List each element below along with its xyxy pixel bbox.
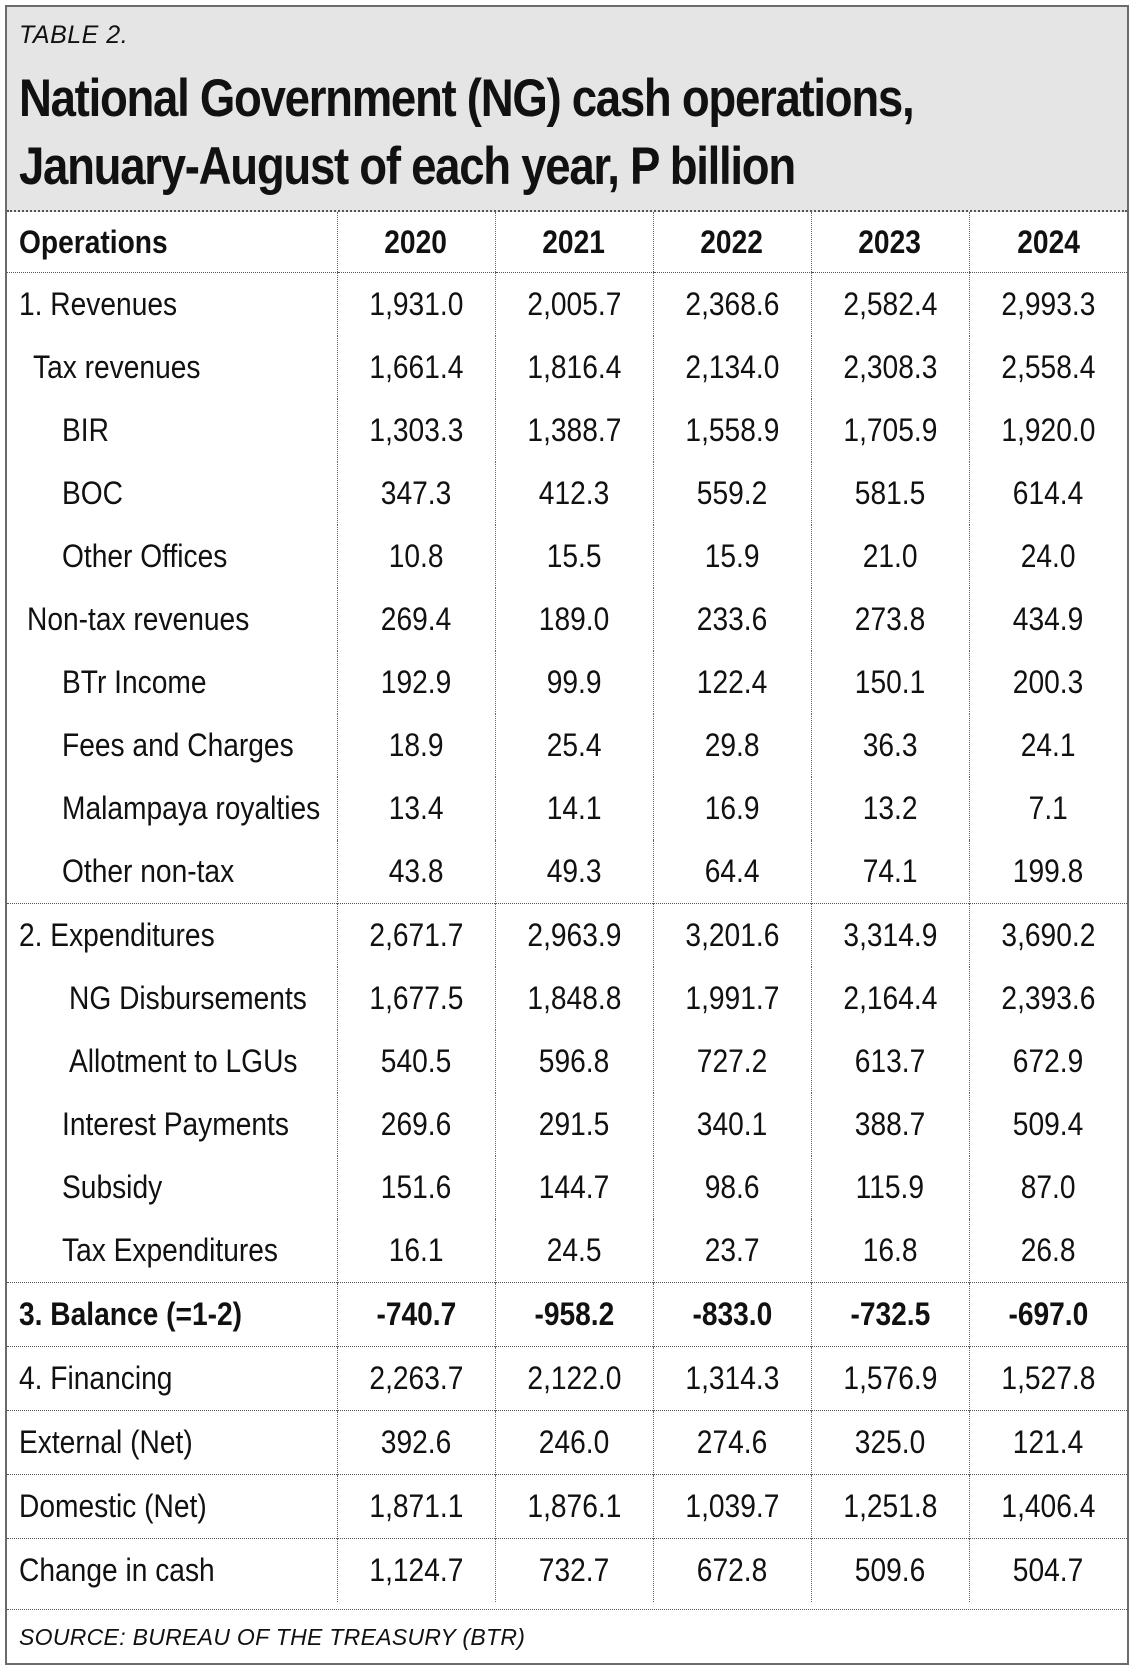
value-cell: 1,558.9 xyxy=(653,399,811,462)
value-cell: 189.0 xyxy=(495,588,653,651)
value-cell: 2,122.0 xyxy=(495,1347,653,1411)
value-cell: 388.7 xyxy=(811,1093,969,1156)
value-cell: 14.1 xyxy=(495,777,653,840)
value-cell: 347.3 xyxy=(337,462,495,525)
value-cell: 672.8 xyxy=(653,1539,811,1603)
row-label: Other non-tax xyxy=(62,853,235,889)
value-cell: 23.7 xyxy=(653,1219,811,1283)
value-cell: 2,308.3 xyxy=(811,336,969,399)
value-cell: 122.4 xyxy=(653,651,811,714)
row-label: 1. Revenues xyxy=(19,286,178,322)
value-cell: 581.5 xyxy=(811,462,969,525)
value-cell: 87.0 xyxy=(969,1156,1127,1219)
value-cell: 1,816.4 xyxy=(495,336,653,399)
value-cell: 1,527.8 xyxy=(969,1347,1127,1411)
table-header xyxy=(7,7,1127,212)
row-label: Domestic (Net) xyxy=(7,1475,337,1539)
value-cell: 2,671.7 xyxy=(337,904,495,968)
source-text: SOURCE: BUREAU OF THE TREASURY (BTR) xyxy=(19,1624,526,1650)
value-cell: 3,201.6 xyxy=(653,904,811,968)
value-cell: 727.2 xyxy=(653,1030,811,1093)
table-row xyxy=(7,777,1127,840)
value-cell: 613.7 xyxy=(811,1030,969,1093)
value-cell: 325.0 xyxy=(811,1411,969,1475)
value-cell: 2,993.3 xyxy=(969,273,1127,337)
value-cell: 1,931.0 xyxy=(337,273,495,337)
value-cell: 1,251.8 xyxy=(811,1475,969,1539)
table-title xyxy=(19,65,965,201)
value-cell: 504.7 xyxy=(969,1539,1127,1603)
value-cell: 1,406.4 xyxy=(969,1475,1127,1539)
value-cell: 509.6 xyxy=(811,1539,969,1603)
value-cell: 200.3 xyxy=(969,651,1127,714)
table-row xyxy=(7,273,1127,337)
value-cell: 1,124.7 xyxy=(337,1539,495,1603)
table-body xyxy=(7,273,1127,1603)
value-cell: 434.9 xyxy=(969,588,1127,651)
value-cell: 16.8 xyxy=(811,1219,969,1283)
value-cell: 2,164.4 xyxy=(811,967,969,1030)
table-row xyxy=(7,967,1127,1030)
column-header-2023: 2023 xyxy=(811,212,969,273)
value-cell: 15.9 xyxy=(653,525,811,588)
value-cell: 49.3 xyxy=(495,840,653,904)
table-row xyxy=(7,904,1127,968)
table-row xyxy=(7,525,1127,588)
table-row xyxy=(7,840,1127,904)
value-cell: 1,876.1 xyxy=(495,1475,653,1539)
value-cell: 412.3 xyxy=(495,462,653,525)
value-cell: 596.8 xyxy=(495,1030,653,1093)
value-cell: 732.7 xyxy=(495,1539,653,1603)
value-cell: 1,705.9 xyxy=(811,399,969,462)
value-cell: 273.8 xyxy=(811,588,969,651)
value-cell: 340.1 xyxy=(653,1093,811,1156)
column-header-operations: Operations xyxy=(7,212,337,273)
value-cell: 25.4 xyxy=(495,714,653,777)
table-row xyxy=(7,462,1127,525)
value-cell: 15.5 xyxy=(495,525,653,588)
value-cell: 24.1 xyxy=(969,714,1127,777)
value-cell: 1,576.9 xyxy=(811,1347,969,1411)
table-row xyxy=(7,1411,1127,1475)
cash-operations-table xyxy=(7,212,1127,1602)
column-header-2020: 2020 xyxy=(337,212,495,273)
balance-row xyxy=(7,1283,1127,1347)
table-row xyxy=(7,1539,1127,1603)
value-cell: 392.6 xyxy=(337,1411,495,1475)
row-label: BTr Income xyxy=(62,664,207,700)
row-label: Other Offices xyxy=(62,538,228,574)
source-note xyxy=(7,1609,1127,1663)
value-cell: 13.2 xyxy=(811,777,969,840)
value-cell: 3,314.9 xyxy=(811,904,969,968)
column-header-2024: 2024 xyxy=(969,212,1127,273)
value-cell: 233.6 xyxy=(653,588,811,651)
value-cell: -732.5 xyxy=(811,1283,969,1347)
table-row xyxy=(7,1347,1127,1411)
value-cell: 1,388.7 xyxy=(495,399,653,462)
column-header-2021: 2021 xyxy=(495,212,653,273)
value-cell: 2,963.9 xyxy=(495,904,653,968)
value-cell: 199.8 xyxy=(969,840,1127,904)
value-cell: 274.6 xyxy=(653,1411,811,1475)
value-cell: 1,661.4 xyxy=(337,336,495,399)
value-cell: 192.9 xyxy=(337,651,495,714)
value-cell: -697.0 xyxy=(969,1283,1127,1347)
row-label: Malampaya royalties xyxy=(62,790,321,826)
value-cell: 74.1 xyxy=(811,840,969,904)
table-row xyxy=(7,336,1127,399)
row-label: BIR xyxy=(62,412,109,448)
value-cell: 291.5 xyxy=(495,1093,653,1156)
row-label: NG Disbursements xyxy=(69,980,307,1016)
value-cell: 269.4 xyxy=(337,588,495,651)
value-cell: 24.5 xyxy=(495,1219,653,1283)
value-cell: 2,134.0 xyxy=(653,336,811,399)
title-line-1: National Government (NG) cash operations, xyxy=(19,69,914,128)
value-cell: 64.4 xyxy=(653,840,811,904)
value-cell: 1,314.3 xyxy=(653,1347,811,1411)
value-cell: 2,582.4 xyxy=(811,273,969,337)
value-cell: 21.0 xyxy=(811,525,969,588)
value-cell: -958.2 xyxy=(495,1283,653,1347)
value-cell: 1,991.7 xyxy=(653,967,811,1030)
value-cell: 150.1 xyxy=(811,651,969,714)
table-row xyxy=(7,1156,1127,1219)
value-cell: 43.8 xyxy=(337,840,495,904)
table-row xyxy=(7,1219,1127,1283)
value-cell: -833.0 xyxy=(653,1283,811,1347)
value-cell: 1,871.1 xyxy=(337,1475,495,1539)
value-cell: 1,848.8 xyxy=(495,967,653,1030)
row-label: Tax Expenditures xyxy=(62,1232,279,1268)
row-label: Tax revenues xyxy=(33,349,201,385)
value-cell: 121.4 xyxy=(969,1411,1127,1475)
value-cell: 2,393.6 xyxy=(969,967,1127,1030)
row-label: Fees and Charges xyxy=(62,727,294,763)
value-cell: 16.9 xyxy=(653,777,811,840)
value-cell: 10.8 xyxy=(337,525,495,588)
value-cell: 18.9 xyxy=(337,714,495,777)
value-cell: 115.9 xyxy=(811,1156,969,1219)
value-cell: 2,368.6 xyxy=(653,273,811,337)
value-cell: 36.3 xyxy=(811,714,969,777)
value-cell: 24.0 xyxy=(969,525,1127,588)
value-cell: 99.9 xyxy=(495,651,653,714)
value-cell: 246.0 xyxy=(495,1411,653,1475)
row-label: 3. Balance (=1-2) xyxy=(7,1283,337,1347)
value-cell: -740.7 xyxy=(337,1283,495,1347)
table-number-label: TABLE 2. xyxy=(19,21,129,49)
title-line-2: January-August of each year, P billion xyxy=(19,137,795,196)
value-cell: 1,920.0 xyxy=(969,399,1127,462)
header-row xyxy=(7,212,1127,273)
value-cell: 16.1 xyxy=(337,1219,495,1283)
value-cell: 672.9 xyxy=(969,1030,1127,1093)
table-row xyxy=(7,714,1127,777)
row-label: 2. Expenditures xyxy=(7,904,337,968)
value-cell: 509.4 xyxy=(969,1093,1127,1156)
value-cell: 151.6 xyxy=(337,1156,495,1219)
value-cell: 29.8 xyxy=(653,714,811,777)
row-label: Interest Payments xyxy=(62,1106,289,1142)
table-row xyxy=(7,399,1127,462)
value-cell: 540.5 xyxy=(337,1030,495,1093)
value-cell: 269.6 xyxy=(337,1093,495,1156)
value-cell: 614.4 xyxy=(969,462,1127,525)
value-cell: 26.8 xyxy=(969,1219,1127,1283)
row-label: Subsidy xyxy=(62,1169,163,1205)
value-cell: 144.7 xyxy=(495,1156,653,1219)
row-label: External (Net) xyxy=(7,1411,337,1475)
row-label: Allotment to LGUs xyxy=(69,1043,298,1079)
row-label: Non-tax revenues xyxy=(27,601,250,637)
value-cell: 2,005.7 xyxy=(495,273,653,337)
value-cell: 1,039.7 xyxy=(653,1475,811,1539)
value-cell: 13.4 xyxy=(337,777,495,840)
table-frame xyxy=(5,5,1129,1665)
value-cell: 7.1 xyxy=(969,777,1127,840)
value-cell: 2,263.7 xyxy=(337,1347,495,1411)
value-cell: 559.2 xyxy=(653,462,811,525)
table-row xyxy=(7,1030,1127,1093)
row-label: 4. Financing xyxy=(7,1347,337,1411)
column-header-2022: 2022 xyxy=(653,212,811,273)
value-cell: 1,303.3 xyxy=(337,399,495,462)
row-label: BOC xyxy=(62,475,124,511)
value-cell: 98.6 xyxy=(653,1156,811,1219)
table-row xyxy=(7,588,1127,651)
row-label: Change in cash xyxy=(7,1539,337,1603)
table-row xyxy=(7,1093,1127,1156)
value-cell: 1,677.5 xyxy=(337,967,495,1030)
value-cell: 2,558.4 xyxy=(969,336,1127,399)
table-row xyxy=(7,1475,1127,1539)
value-cell: 3,690.2 xyxy=(969,904,1127,968)
table-row xyxy=(7,651,1127,714)
